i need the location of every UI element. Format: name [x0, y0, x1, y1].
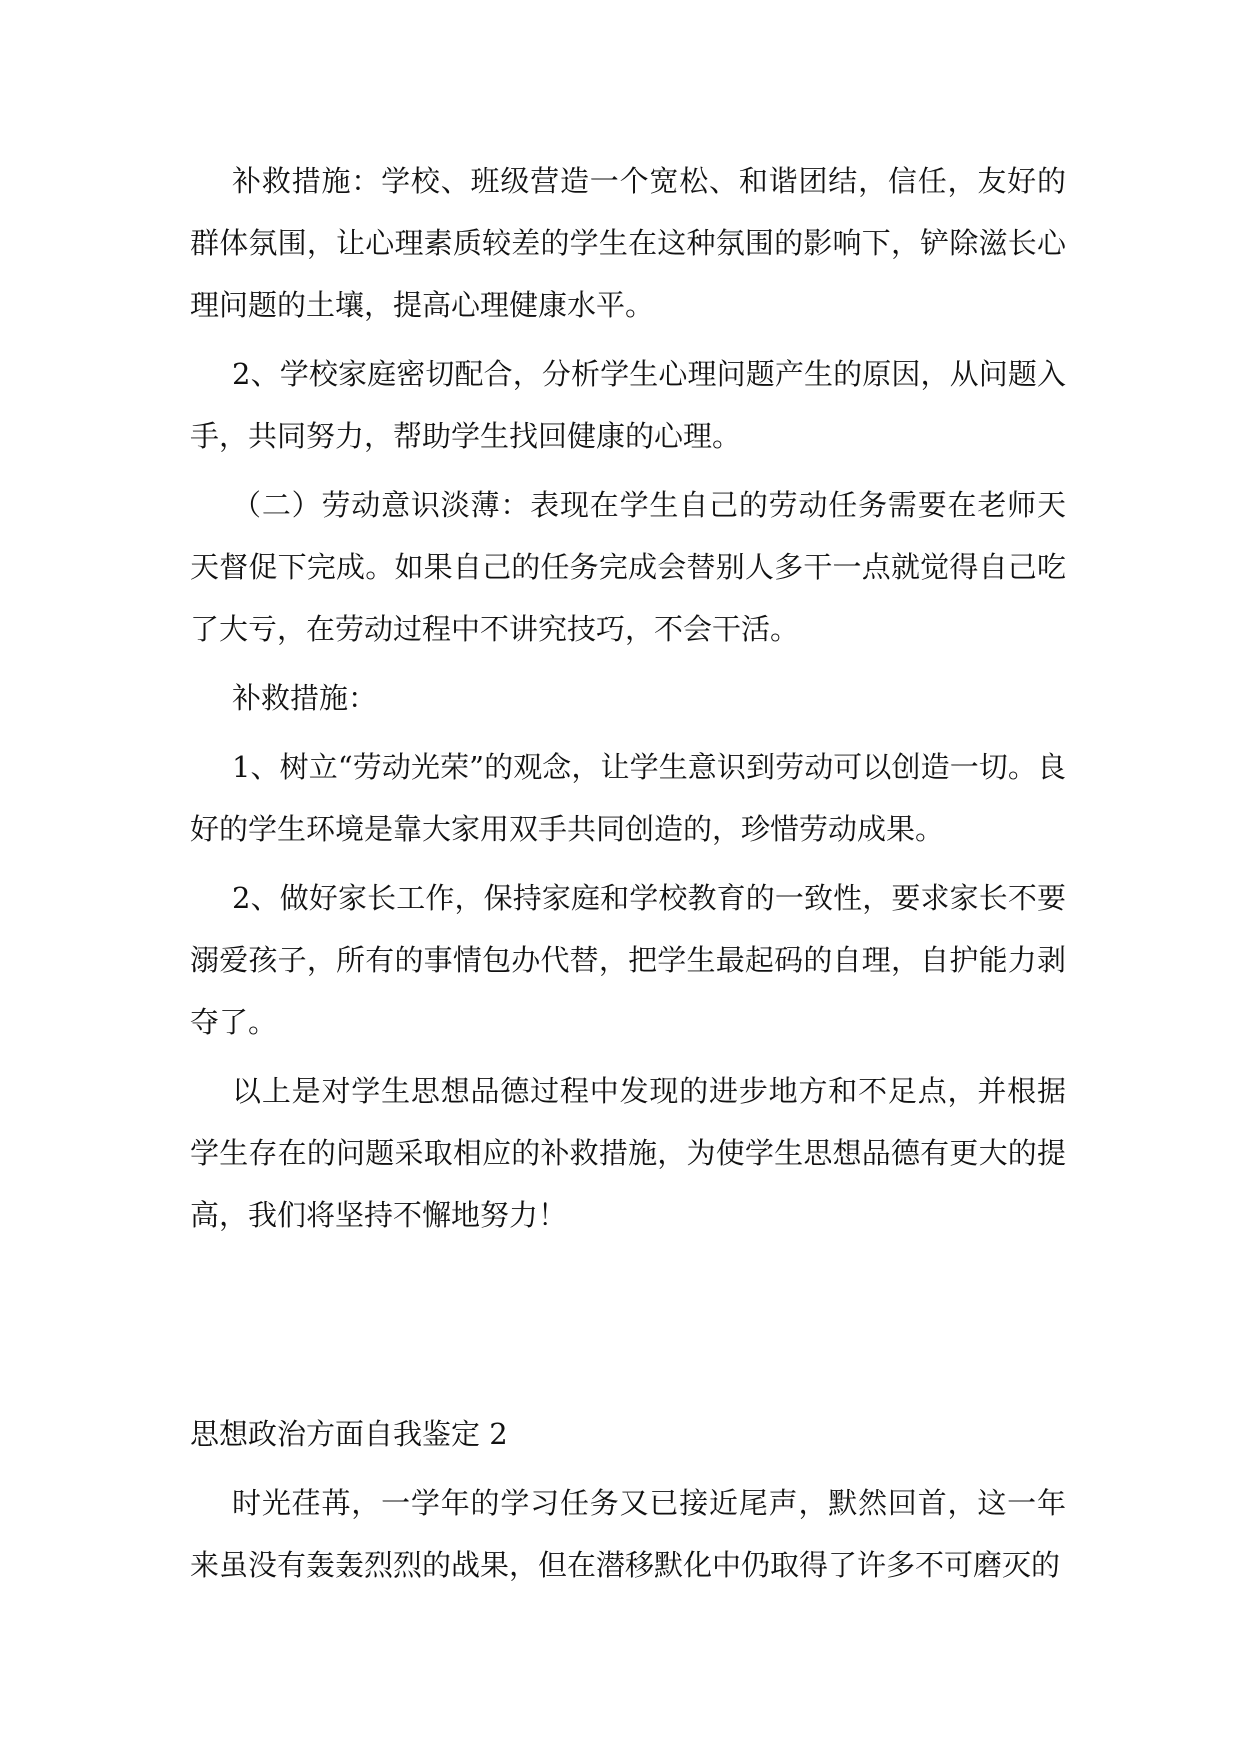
paragraph-labor-glory: 1、树立“劳动光荣”的观念，让学生意识到劳动可以创造一切。良好的学生环境是靠大家用双手共同创造的，珍惜劳动成果。	[190, 750, 1066, 846]
paragraph-section-intro: 时光荏苒，一学年的学习任务又已接近尾声，默然回首，这一年来虽没有轰轰烈烈的战果，但在潜移默化中仍取得了许多不可磨灭的	[190, 1486, 1066, 1582]
document-body	[190, 150, 1066, 1603]
paragraph-remedy-label: 补救措施：	[232, 681, 378, 715]
paragraph-remedy-psychology: 补救措施：学校、班级营造一个宽松、和谐团结，信任，友好的群体氛围，让心理素质较差的学生在这种氛围的影响下，铲除滋长心理问题的土壤，提高心理健康水平。	[190, 164, 1066, 322]
paragraph-conclusion: 以上是对学生思想品德过程中发现的进步地方和不足点，并根据学生存在的问题采取相应的补救措施，为使学生思想品德有更大的提高，我们将坚持不懈地努力！	[190, 1074, 1066, 1232]
paragraph-school-family-cooperation: 2、学校家庭密切配合，分析学生心理问题产生的原因，从问题入手，共同努力，帮助学生找回健康的心理。	[190, 357, 1066, 453]
paragraph-labor-awareness: （二）劳动意识淡薄：表现在学生自己的劳动任务需要在老师天天督促下完成。如果自己的任务完成会替别人多干一点就觉得自己吃了大亏，在劳动过程中不讲究技巧，不会干活。	[190, 488, 1066, 646]
section-heading: 思想政治方面自我鉴定 2	[190, 1417, 508, 1451]
paragraph-parent-work: 2、做好家长工作，保持家庭和学校教育的一致性，要求家长不要溺爱孩子，所有的事情包办代替，把学生最起码的自理，自护能力剥夺了。	[190, 881, 1066, 1039]
